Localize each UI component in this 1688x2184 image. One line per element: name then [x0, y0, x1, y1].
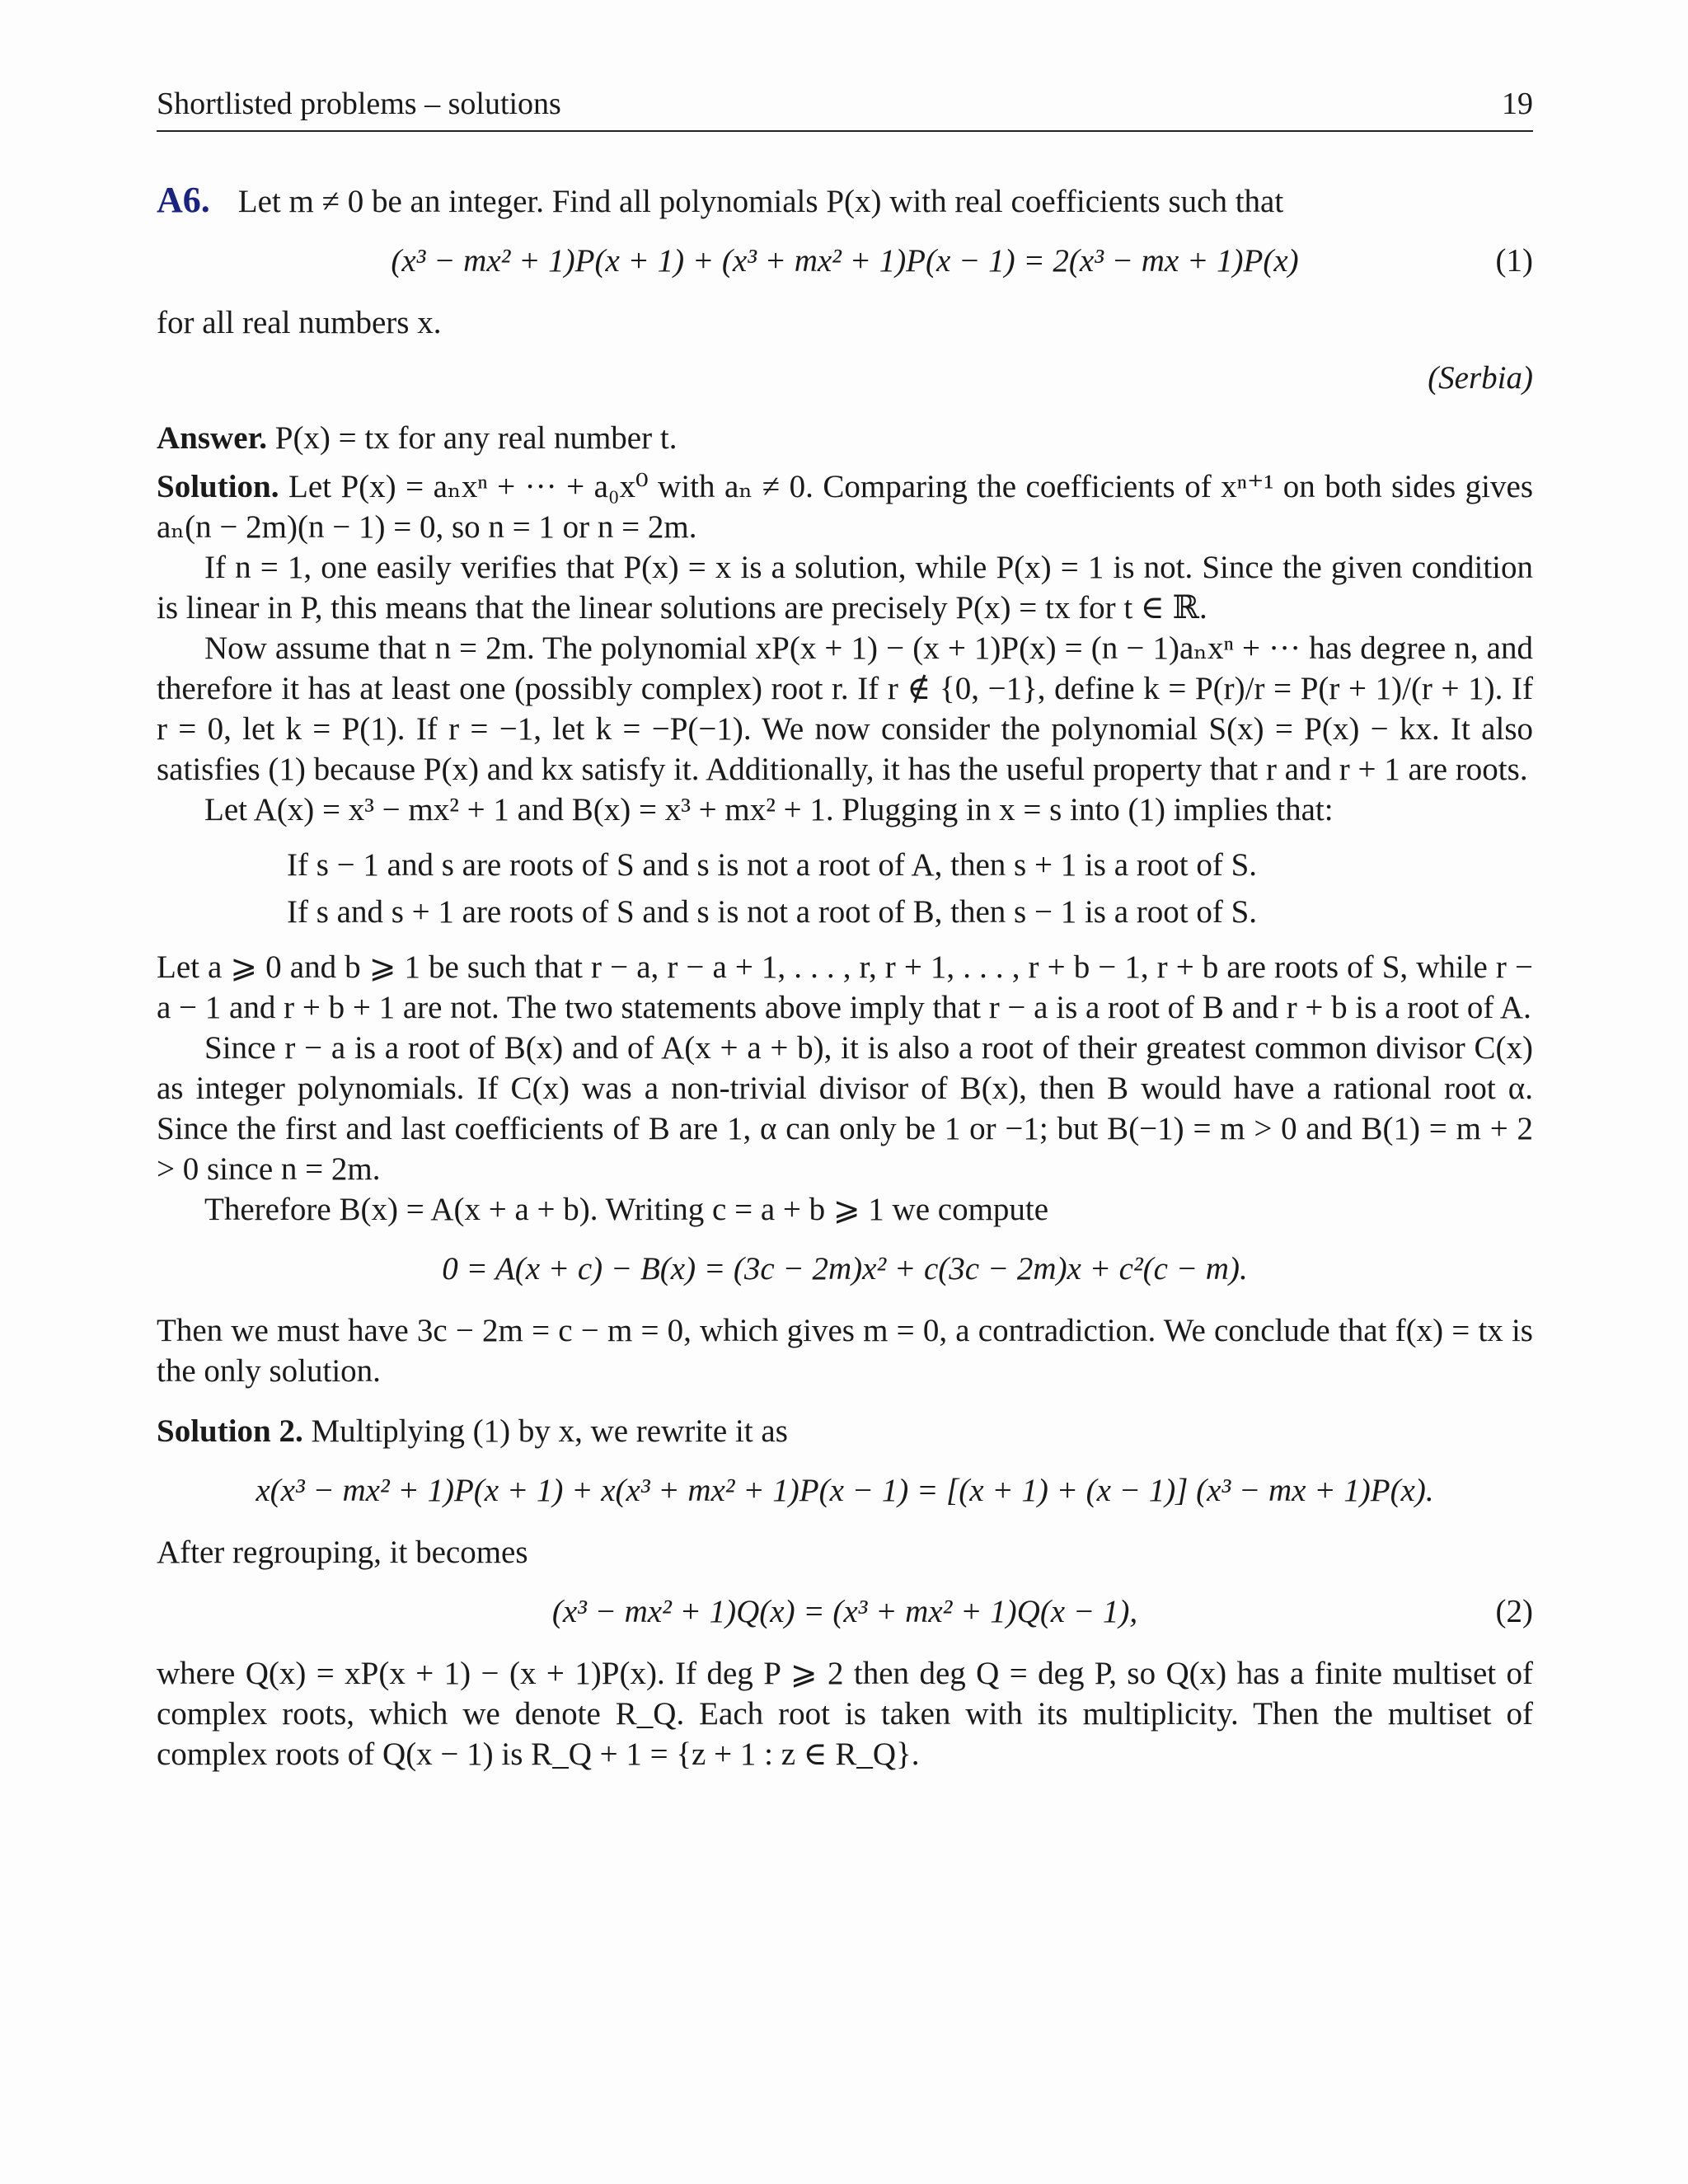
- root-statement-2: If s and s + 1 are roots of S and s is not a root of B, then s − 1 is a root of S.: [287, 894, 1258, 930]
- equation-c: 0 = A(x + c) − B(x) = (3c − 2m)x² + c(3c − 2m)x + c²(c − m).: [442, 1250, 1248, 1286]
- problem-source: (Serbia): [1428, 360, 1533, 396]
- solution-2-intro: [157, 1411, 1533, 1451]
- equation-2: (x³ − mx² + 1)Q(x) = (x³ + mx² + 1)Q(x − 1),: [551, 1593, 1138, 1629]
- answer-text: P(x) = tx for any real number t.: [274, 420, 678, 456]
- solution-1-paragraph-5: Let a ⩾ 0 and b ⩾ 1 be such that r − a, r − a + 1, . . . , r, r + 1, . . . , r + b − 1, r + b are roots of S, while r − a − 1 and r + b + 1 are not. The two statements above imply that r − a is a root of B and r + b is a root of A.: [157, 949, 1533, 1025]
- equation-c-row: [157, 1243, 1533, 1294]
- solution-1-paragraph-4: Let A(x) = x³ − mx² + 1 and B(x) = x³ + mx² + 1. Plugging in x = s into (1) implies that:: [204, 792, 1334, 827]
- solution-1-paragraph-6: Since r − a is a root of B(x) and of A(x + a + b), it is also a root of their greatest common divisor C(x) as integer polynomials. If C(x) was a non-trivial divisor of B(x), then B would have a rational root α. Since the first and last coefficients of B are 1, α can only be 1 or −1; but B(−1) = m > 0 and B(1) = m + 2 > 0 since n = 2m.: [157, 1030, 1533, 1187]
- equation-2-number: (2): [1495, 1593, 1533, 1629]
- equation-2-row: [157, 1586, 1533, 1637]
- equation-1: (x³ − mx² + 1)P(x + 1) + (x³ + mx² + 1)P(x − 1) = 2(x³ − mx + 1)P(x): [391, 242, 1299, 279]
- running-header: [157, 86, 1533, 132]
- solution-1-text-1: Let P(x) = aₙxⁿ + ··· + a₀x⁰ with aₙ ≠ 0. Comparing the coefficients of xⁿ⁺¹ on both sides gives aₙ(n − 2m)(n − 1) = 0, so n = 1 or n = 2m.: [157, 469, 1533, 545]
- solution-1-paragraph-1: [157, 466, 1533, 547]
- answer-label: Answer.: [157, 420, 267, 456]
- equation-multiplied: x(x³ − mx² + 1)P(x + 1) + x(x³ + mx² + 1)P(x − 1) = [(x + 1) + (x − 1)] (x³ − mx + 1)P(x).: [256, 1472, 1434, 1508]
- solution-2-after: After regrouping, it becomes: [157, 1535, 528, 1570]
- problem-heading: [157, 180, 1533, 222]
- solution-1-paragraph-7: Therefore B(x) = A(x + a + b). Writing c = a + b ⩾ 1 we compute: [204, 1192, 1049, 1227]
- problem-statement: Let m ≠ 0 be an integer. Find all polynomials P(x) with real coefficients such that: [237, 184, 1284, 219]
- solution-2-intro-text: Multiplying (1) by x, we rewrite it as: [311, 1413, 788, 1449]
- problem-label: A6.: [157, 180, 210, 220]
- equation-multiplied-row: [157, 1465, 1533, 1516]
- root-statement-1: If s − 1 and s are roots of S and s is not a root of A, then s + 1 is a root of S.: [287, 847, 1258, 883]
- solution-1-paragraph-3: Now assume that n = 2m. The polynomial xP(x + 1) − (x + 1)P(x) = (n − 1)aₙxⁿ + ··· has degree n, and therefore it has at least one (possibly complex) root r. If r ∉ {0, −1}, define k = P(r)/r = P(r + 1)/(r + 1). If r = 0, let k = P(1). If r = −1, let k = −P(−1). We now consider the polynomial S(x) = P(x) − kx. It also satisfies (1) because P(x) and kx satisfy it. Additionally, it has the useful property that r and r + 1 are roots.: [157, 630, 1533, 787]
- solution-1-label: Solution.: [157, 469, 279, 504]
- solution-2-label: Solution 2.: [157, 1413, 303, 1449]
- answer: [157, 418, 1533, 458]
- root-statements: [157, 845, 1533, 932]
- solution-2-paragraph-last: where Q(x) = xP(x + 1) − (x + 1)P(x). If deg P ⩾ 2 then deg Q = deg P, so Q(x) has a finite multiset of complex roots, which we denote R_Q. Each root is taken with its multiplicity. Then the multiset of complex roots of Q(x − 1) is R_Q + 1 = {z + 1 : z ∈ R_Q}.: [157, 1656, 1533, 1772]
- solution-1-paragraph-2: If n = 1, one easily verifies that P(x) = x is a solution, while P(x) = 1 is not. Since the given condition is linear in P, this means that the linear solutions are precisely P(x) = tx for t ∈ ℝ.: [157, 550, 1533, 626]
- equation-1-number: (1): [1495, 242, 1533, 279]
- equation-1-row: [157, 235, 1533, 286]
- header-title: Shortlisted problems – solutions: [157, 87, 561, 121]
- solution-1-paragraph-8: Then we must have 3c − 2m = c − m = 0, which gives m = 0, a contradiction. We conclude that f(x) = tx is the only solution.: [157, 1313, 1533, 1389]
- page-body: [157, 180, 1533, 1774]
- page-number: 19: [1502, 87, 1533, 121]
- problem-continuation: for all real numbers x.: [157, 305, 442, 340]
